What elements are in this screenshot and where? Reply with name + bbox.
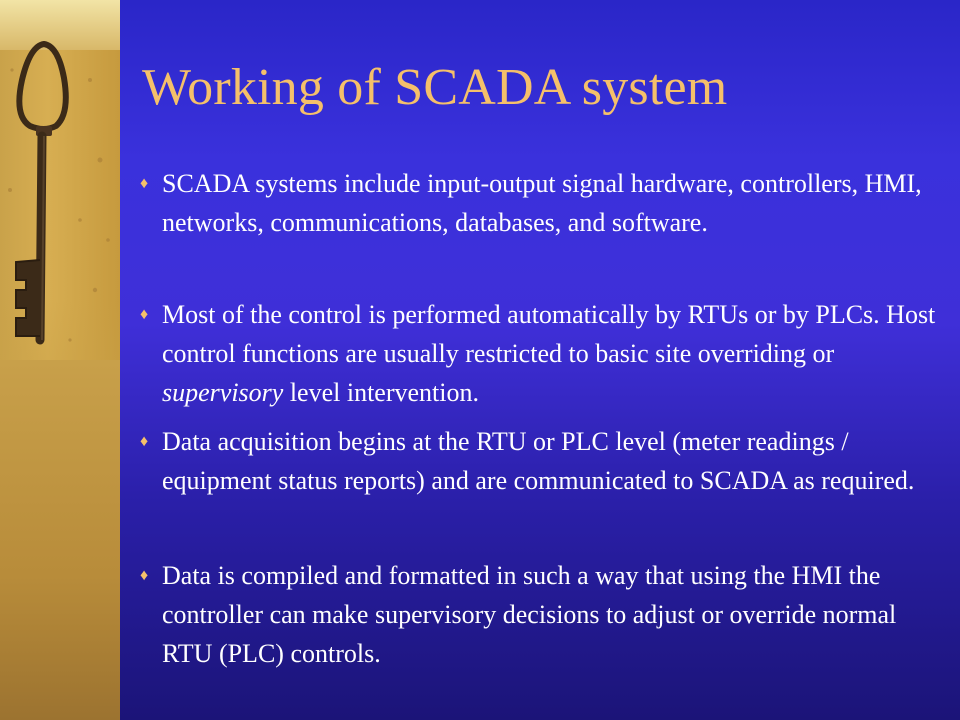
side-image-strip [0, 0, 120, 720]
side-image-lower [0, 360, 120, 720]
bullet-item [140, 556, 940, 673]
bullet-text-part: level intervention. [283, 378, 479, 407]
slide-title: Working of SCADA system [142, 59, 728, 116]
diamond-bullet-icon: ♦ [140, 567, 149, 584]
diamond-bullet-icon: ♦ [140, 306, 149, 323]
diamond-bullet-icon: ♦ [140, 175, 149, 192]
bullet-item [140, 164, 940, 242]
bullet-text: Data is compiled and formatted in such a way that using the HMI the controller can make supervisory decisions to adjust or override normal RTU (PLC) controls. [162, 561, 897, 668]
emphasized-word: supervisory [162, 378, 284, 407]
bullet-text: SCADA systems include input-output signal hardware, controllers, HMI, networks, communications, databases, and software. [162, 169, 922, 237]
bullet-text [162, 295, 940, 412]
bullet-text: Data acquisition begins at the RTU or PLC level (meter readings / equipment status reports) and are communicated to SCADA as required. [162, 427, 915, 495]
bullet-item [140, 422, 940, 500]
diamond-bullet-icon: ♦ [140, 433, 149, 450]
bullet-item [140, 295, 940, 412]
antique-key-icon [0, 40, 120, 360]
bullet-text-part: Most of the control is performed automatically by RTUs or by PLCs. Host control functions are usually restricted to basic site overriding or [162, 300, 936, 368]
